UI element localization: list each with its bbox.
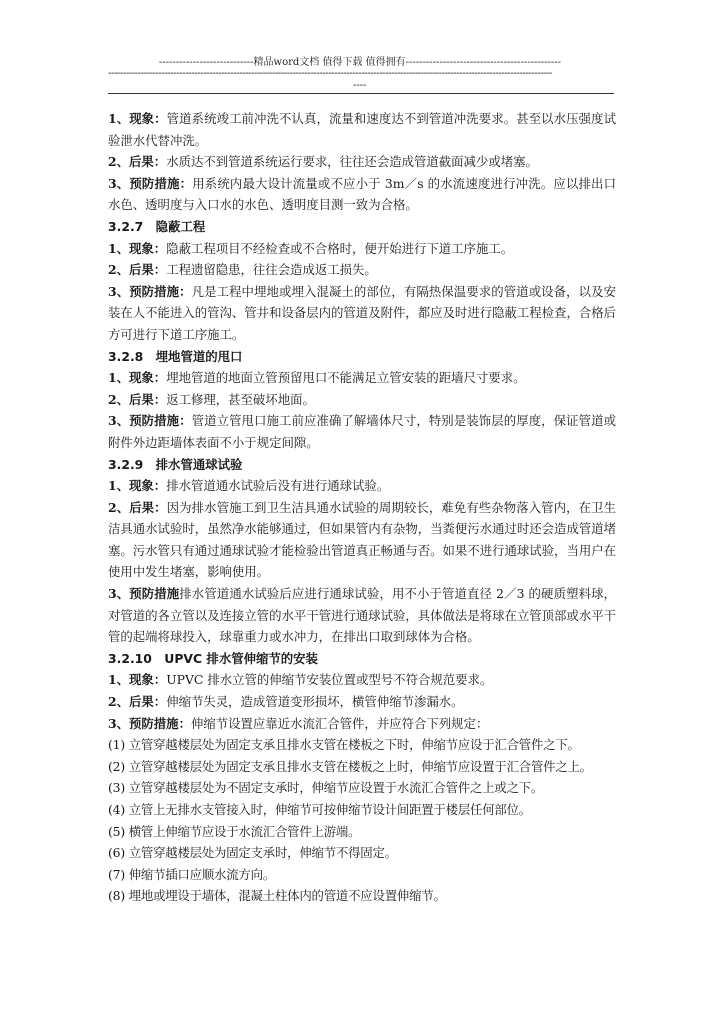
paragraph-lead: 3、预防措施： <box>108 175 193 191</box>
paragraph <box>108 173 616 216</box>
paragraph <box>108 583 616 648</box>
paragraph-text: 管道立管甩口施工前应准确了解墙体尺寸，特别是装饰层的厚度，保证管道或附件外边距墙体表面不小于规定间隙。 <box>108 413 616 450</box>
paragraph-text: UPVC 排水立管的伸缩节安装位置或型号不符合规范要求。 <box>166 672 493 688</box>
list-item: (8) 埋地或埋设于墙体，混凝土柱体内的管道不应设置伸缩节。 <box>108 888 446 904</box>
paragraph <box>108 497 616 583</box>
section-heading: 3.2.8 埋地管道的甩口 <box>108 348 243 364</box>
section-heading: 3.2.10 UPVC 排水管伸缩节的安装 <box>108 650 318 666</box>
paragraph-text: 凡是工程中埋地或埋入混凝土的部位，有隔热保温要求的管道或设备，以及安装在人不能进入的管沟、管井和设备层内的管道及附件，都应及时进行隐蔽工程检查，合格后方可进行下道工序施工。 <box>108 283 617 342</box>
section-heading: 3.2.9 排水管通球试验 <box>108 456 243 472</box>
list-item: (1) 立管穿越楼层处为固定支承且排水支管在楼板之下时，伸缩节应设于汇合管件之下。 <box>108 737 580 753</box>
document-body <box>108 108 616 907</box>
paragraph <box>108 367 616 389</box>
page-header: ----------------------------精品word文档 值得下载 值得拥有---------------------------------------------- <box>158 57 562 68</box>
paragraph-lead: 2、后果： <box>108 391 167 407</box>
paragraph <box>108 713 616 735</box>
paragraph-text: 隐蔽工程项目不经检查或不合格时，便开始进行下道工序施工。 <box>166 240 514 256</box>
list-item: (4) 立管上无排水支管接入时，伸缩节可按伸缩节设计间距置于楼层任何部位。 <box>108 802 531 817</box>
list-item: (6) 立管穿越楼层处为固定支承时，伸缩节不得固定。 <box>108 845 397 861</box>
list-item: (2) 立管穿越楼层处为固定支承且排水支管在楼板之上时，伸缩节应设置于汇合管件之上。 <box>108 758 592 774</box>
paragraph <box>108 259 616 281</box>
paragraph-text: 伸缩节失灵，造成管道变形损坏，横管伸缩节渗漏水。 <box>166 694 464 710</box>
paragraph-lead: 1、现象： <box>108 478 167 494</box>
paragraph <box>108 691 616 713</box>
section-heading: 3.2.7 隐蔽工程 <box>108 218 206 234</box>
list-item: (7) 伸缩节插口应顺水流方向。 <box>108 866 275 882</box>
paragraph-text: 排水管道通水试验后没有进行通球试验。 <box>166 478 390 494</box>
paragraph-lead: 2、后果： <box>108 154 167 170</box>
paragraph <box>108 108 616 151</box>
header-dash-tail: ---- <box>353 80 367 91</box>
paragraph-lead: 3、预防措施： <box>108 715 191 731</box>
paragraph-lead: 3、预防措施： <box>108 413 192 429</box>
paragraph <box>108 475 616 497</box>
list-item: (3) 立管穿越楼层处为不固定支承时，伸缩节应设置于水流汇合管件之上或之下。 <box>108 780 544 796</box>
paragraph <box>108 410 616 453</box>
paragraph-text: 管道系统竣工前冲洗不认真，流量和速度达不到管道冲洗要求。甚至以水压强度试验泄水代替冲洗。 <box>108 111 616 148</box>
list-item: (5) 横管上伸缩节应设于水流汇合管件上游端。 <box>108 823 361 839</box>
paragraph-text: 工程遗留隐患，往往会造成返工损失。 <box>166 262 377 278</box>
paragraph-lead: 2、后果： <box>108 499 167 515</box>
paragraph <box>108 389 616 411</box>
paragraph-lead: 3、预防措施： <box>108 283 192 299</box>
paragraph-text: 埋地管道的地面立管预留甩口不能满足立管安装的距墙尺寸要求。 <box>166 370 526 386</box>
header-dash-line: ----------------------------------------------------------------------------------------------------------------------------------------------------- <box>108 68 552 79</box>
paragraph-lead: 1、现象： <box>108 240 167 256</box>
paragraph <box>108 151 616 173</box>
paragraph-text: 因为排水管施工到卫生洁具通水试验的周期较长，难免有些杂物落入管内，在卫生洁具通水试验时，虽然净水能够通过，但如果管内有杂物，当粪便污水通过时还会造成管道堵塞。污水管只有通过通球试验才能检验出管道真正畅通与否。如果不进行通球试验，当用户在使用中发生堵塞，影响使用。 <box>108 499 617 580</box>
paragraph <box>108 669 616 691</box>
paragraph-text: 返工修理，甚至破坏地面。 <box>166 391 315 407</box>
paragraph-lead: 1、现象： <box>108 370 167 386</box>
paragraph-lead: 3、预防措施 <box>108 586 180 602</box>
paragraph-text: 伸缩节设置应靠近水流汇合管件，并应符合下列规定： <box>190 715 489 731</box>
paragraph <box>108 281 616 346</box>
header-rule <box>108 93 614 94</box>
paragraph-lead: 1、现象： <box>108 111 167 126</box>
paragraph-text: 水质达不到管道系统运行要求，往往还会造成管道截面减少或堵塞。 <box>166 154 538 170</box>
paragraph-lead: 2、后果： <box>108 694 167 710</box>
paragraph-lead: 2、后果： <box>108 262 167 278</box>
paragraph-text: 排水管道通水试验后应进行通球试验，用不小于管道直径 2／3 的硬质塑料球，对管道的各立管以及连接立管的水平干管进行通球试验，具体做法是将球在立管顶部或水平干管的起端将球投入，球靠重力或水冲力，在排出口取到球体为合格。 <box>108 586 617 645</box>
paragraph-lead: 1、现象： <box>108 672 167 688</box>
paragraph-text: 用系统内最大设计流量或不应小于 3m／s 的水流速度进行冲洗。应以排出口水色、透明度与入口水的水色、透明度目测一致为合格。 <box>108 175 616 213</box>
paragraph <box>108 238 616 260</box>
